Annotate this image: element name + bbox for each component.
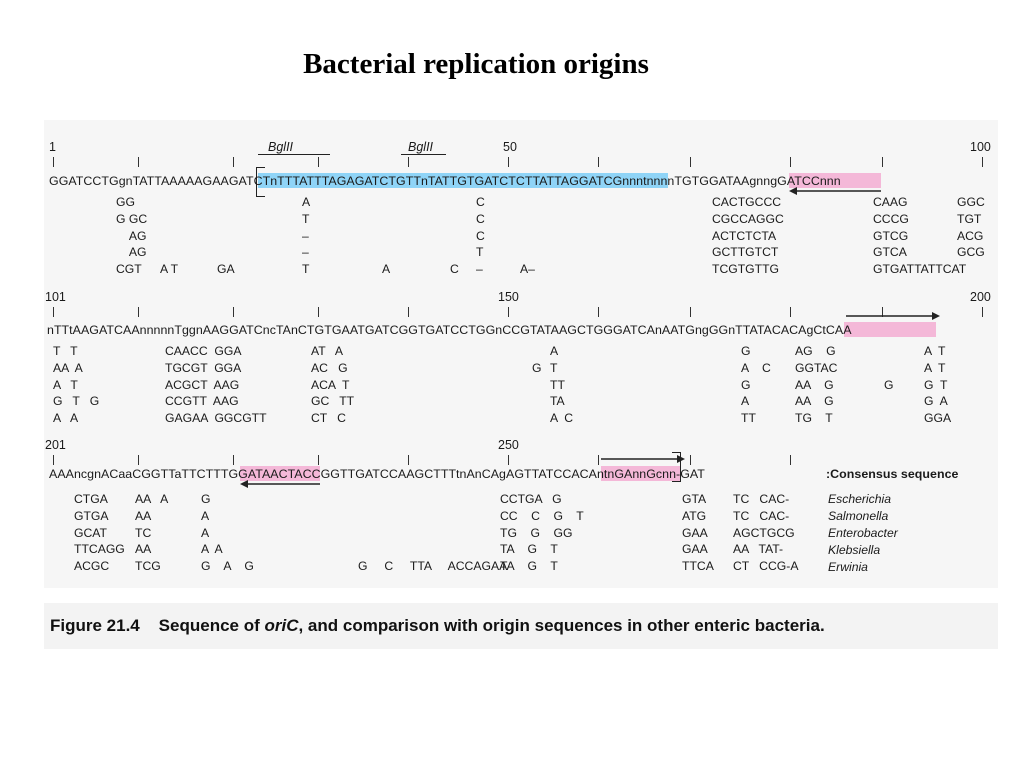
- scale-tick: [598, 157, 599, 167]
- scale-tick: [690, 307, 691, 317]
- variant-column: C C C T –: [476, 195, 485, 277]
- species-label: Erwinia: [828, 560, 868, 574]
- variant-column: CACTGCCC CGCCAGGC ACTCTCTA GCTTGTCT TCGTGTTG: [712, 195, 784, 277]
- scale-tick: [508, 157, 509, 167]
- highlight-dnaa-box: [844, 322, 936, 337]
- variant-column: G A A A A G A G: [201, 492, 254, 574]
- position-number: 101: [45, 290, 66, 304]
- position-number: 1: [49, 140, 56, 154]
- scale-tick: [318, 455, 319, 465]
- variant-column: GTA ATG GAA GAA TTCA: [682, 492, 714, 574]
- figure-number: Figure 21.4: [50, 616, 140, 635]
- position-number: 50: [503, 140, 517, 154]
- scale-tick: [790, 157, 791, 167]
- scale-tick: [790, 455, 791, 465]
- variant-column: A T TT TA A C: [550, 344, 574, 426]
- variant-column: G A C G A TT: [741, 344, 771, 426]
- scale-tick: [53, 157, 54, 167]
- variant-column: AA A AA TC AA TCG: [135, 492, 169, 574]
- bglii-site-label: BglII: [408, 140, 434, 154]
- sequence-figure: [44, 120, 998, 588]
- bglii-site-line: [258, 154, 330, 155]
- variant-column: TC CAC- TC CAC- AGCTGCG AA TAT- CT CCG-A: [733, 492, 799, 574]
- scale-tick: [598, 307, 599, 317]
- scale-tick: [53, 307, 54, 317]
- scale-tick: [408, 307, 409, 317]
- caption-part: , and comparison with origin sequences in other enteric bacteria.: [298, 616, 825, 635]
- caption-italic: oriC: [264, 616, 299, 635]
- scale-tick: [508, 455, 509, 465]
- scale-tick: [690, 455, 691, 465]
- variant-column: AT A AC G ACA T GC TT CT C: [311, 344, 355, 426]
- variant-column: GA: [217, 262, 235, 277]
- variant-column: CAAG CCCG GTCG GTCA GTGATTATTCAT: [873, 195, 967, 277]
- species-label: Klebsiella: [828, 543, 881, 557]
- caption-part: Sequence of: [158, 616, 265, 635]
- variant-column: G: [532, 360, 542, 375]
- consensus-label: :Consensus sequence: [826, 467, 959, 481]
- variant-column: T T AA A A T G T G A A: [53, 344, 100, 426]
- scale-tick: [982, 157, 983, 167]
- variant-column: A–: [520, 262, 535, 277]
- dnaa-box-arrow: [844, 311, 940, 321]
- variant-column: GGC TGT ACG GCG: [957, 195, 985, 260]
- position-number: 100: [970, 140, 991, 154]
- scale-tick: [53, 455, 54, 465]
- scale-tick: [408, 157, 409, 167]
- scale-tick: [882, 157, 883, 167]
- scale-tick: [790, 307, 791, 317]
- sequence-row-3: AAAncgnACaaCGGTTaTTCTTTGGATAACTACCGGTTGATCCAAGCTTTtnAnCAgAGTTATCCACAntnGAnnGcnn-GAT: [49, 467, 705, 481]
- bglii-site-line: [401, 154, 446, 155]
- bglii-site-label: BglII: [268, 140, 294, 154]
- scale-tick: [138, 455, 139, 465]
- scale-tick: [233, 307, 234, 317]
- variant-column: A T: [160, 262, 179, 277]
- variant-column: G: [884, 377, 894, 392]
- position-number: 200: [970, 290, 991, 304]
- scale-tick: [508, 307, 509, 317]
- variant-column: A T A T G T G A GGA: [924, 344, 952, 426]
- figure-caption: [44, 603, 998, 649]
- variant-column: CTGA GTGA GCAT TTCAGG ACGC: [74, 492, 125, 574]
- scale-tick: [408, 455, 409, 465]
- scale-tick: [690, 157, 691, 167]
- variant-column: CAACC GGA TGCGT GGA ACGCT AAG CCGTT AAG GAGAA GGCGTT: [165, 344, 267, 426]
- position-number: 150: [498, 290, 519, 304]
- variant-column: AG G GGTAC AA G AA G TG T: [795, 344, 838, 426]
- scale-tick: [318, 307, 319, 317]
- slide-title: Bacterial replication origins: [303, 48, 649, 80]
- position-number: 201: [45, 438, 66, 452]
- scale-tick: [318, 157, 319, 167]
- scale-tick: [233, 455, 234, 465]
- scale-tick: [598, 455, 599, 465]
- sequence-row-2: nTTtAAGATCAAnnnnnTggnAAGGATCncTAnCTGTGAATGATCGGTGATCCTGGnCCGTATAAGCTGGGATCAnAATGngGGnTTATACACAgCtCAA: [47, 323, 852, 337]
- variant-column: A: [382, 262, 391, 277]
- variant-column: C: [450, 262, 459, 277]
- variant-column: GG G GC AG AG CGT: [116, 195, 148, 277]
- species-label: Enterobacter: [828, 526, 898, 540]
- position-number: 250: [498, 438, 519, 452]
- caption-text: [50, 616, 825, 636]
- variant-column: CCTGA G CC C G T TG G GG TA G T TA G T: [500, 492, 584, 574]
- scale-tick: [138, 157, 139, 167]
- variant-column: G C TTA ACCAGAA: [358, 559, 508, 574]
- scale-tick: [982, 307, 983, 317]
- scale-tick: [138, 307, 139, 317]
- sequence-row-1: GGATCCTGgnTATTAAAAAGAAGATCTnTTTATTTAGAGATCTGTTnTATTGTGATCTCTTATTAGGATCGnnntnnnnTGTGGATAAgnngGATCCnnn: [49, 174, 841, 188]
- species-label: Salmonella: [828, 509, 889, 523]
- variant-column: A T – – T: [302, 195, 311, 277]
- species-label: Escherichia: [828, 492, 891, 506]
- scale-tick: [233, 157, 234, 167]
